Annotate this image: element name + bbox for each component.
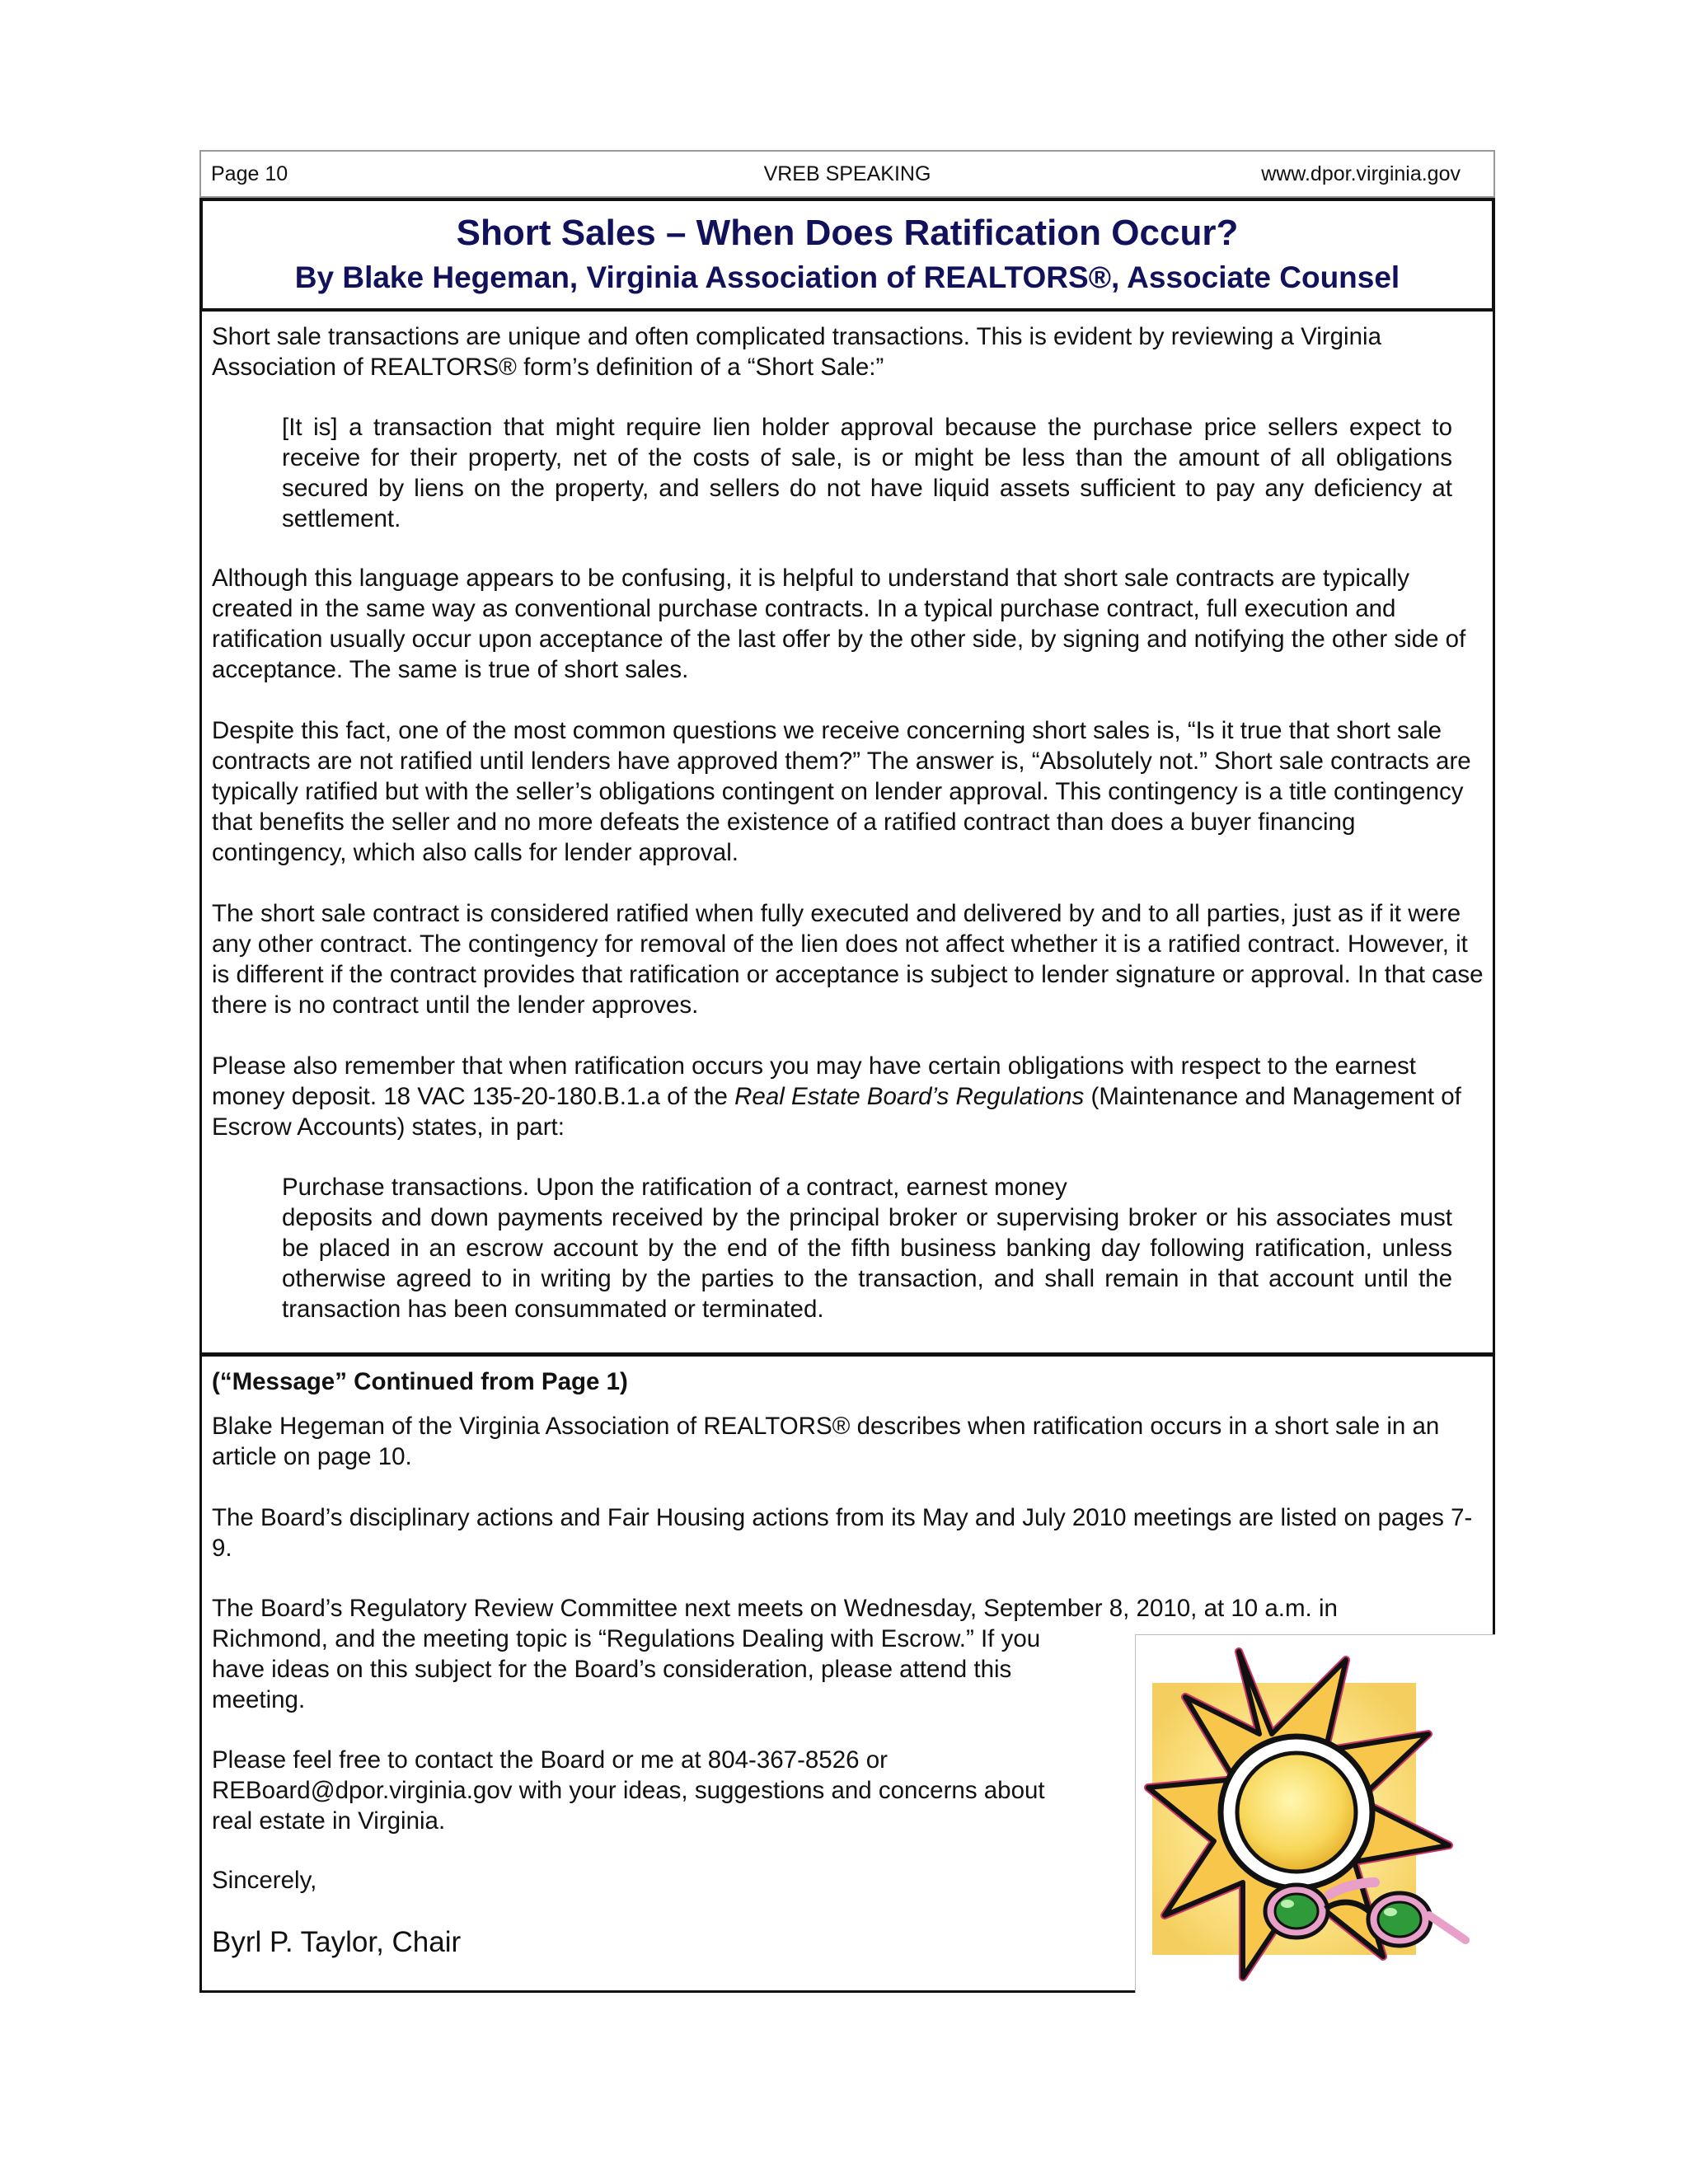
article-paragraph-3: Despite this fact, one of the most common questions we receive concerning short sales is, “Is it true that short sale contracts are not ratified until lenders have approved them?” The answer is, “Absolutely not.” Short sale contracts are typically ratified but with the seller’s obligations contingent on lender approval. This contingency is a title contingency that benefits the seller and no more defeats the existence of a ratified contract than does a buyer financing contingency, which also calls for lender approval. [212,717,1471,866]
message-p4-line1: Please feel free to contact the Board or me at 804-367-8526 or [212,1746,888,1774]
closing: Sincerely, [212,1867,317,1894]
message-p4-line3: real estate in Virginia. [212,1807,446,1835]
message-p3-line2: Richmond, and the meeting topic is “Regulations Dealing with Escrow.” If you [212,1625,1041,1652]
sun-icon [1136,1635,1494,1992]
para5-text-b: (Maintenance and Management of Escrow Accounts) states, in part: [212,1083,1461,1141]
article-body [199,312,1495,1357]
article-paragraph-2: Although this language appears to be confusing, it is helpful to understand that short sale contracts are typically created in the same way as conventional purchase contracts. In a typical purchase contract, full execution and ratification usually occur upon acceptance of the last offer by the other side, by signing and notifying the other side of acceptance. The same is true of short sales. [212,565,1466,683]
page-number: Page 10 [211,162,288,185]
article-paragraph-1: Short sale transactions are unique and often complicated transactions. This is evident by reviewing a Virginia Association of REALTORS® form’s definition of a “Short Sale:” [212,323,1381,381]
para5-text-a: Please also remember that when ratification occurs you may have certain obligations with respect to the earnest money deposit. 18 VAC 135-20-180.B.1.a of the [212,1052,1416,1110]
article-title: Short Sales – When Does Ratification Occur? [456,213,1239,253]
sun-sunglasses-clipart [1135,1634,1495,1993]
article-title-box [199,198,1495,312]
message-heading: (“Message” Continued from Page 1) [212,1368,628,1395]
regulation-quote-line1: Purchase transactions. Upon the ratification of a contract, earnest money [282,1174,1067,1201]
article-paragraph-4: The short sale contract is considered ratified when fully executed and delivered by and to all parties, just as if it were any other contract. The contingency for removal of the lien does not affect whether it is a ratified contract. However, it is different if the contract provides that ratification or acceptance is subject to lender signature or approval. In that case there is no contract until the lender approves. [212,900,1484,1019]
signature: Byrl P. Taylor, Chair [212,1926,462,1958]
message-paragraph-1: Blake Hegeman of the Virginia Association of REALTORS® describes when ratification occurs in a short sale in an article on page 10. [212,1413,1440,1470]
message-paragraph-2: The Board’s disciplinary actions and Fair Housing actions from its May and July 2010 meetings are listed on pages 7-9. [212,1504,1473,1562]
message-p3-line3: have ideas on this subject for the Board’s consideration, please attend this [212,1656,1012,1683]
article-paragraph-5 [212,1051,1485,1142]
regulations-title: Real Estate Board’s Regulations [734,1083,1085,1110]
message-paragraph-4 [212,1745,1045,1836]
message-p4-line2: REBoard@dpor.virginia.gov with your ideas, suggestions and concerns about [212,1777,1045,1804]
regulation-quote-rest: deposits and down payments received by the principal broker or supervising broker or his associates must be placed in an escrow account by the end of the fifth business banking day following ratification, unless otherwise agreed to in writing by the parties to the transaction, and shall remain in that account until the transaction has been consummated or terminated. [282,1204,1452,1323]
newsletter-name: VREB SPEAKING [763,162,931,185]
article-byline: By Blake Hegeman, Virginia Association of REALTORS®, Associate Counsel [294,260,1400,294]
message-p3-line1: The Board’s Regulatory Review Committee next meets on Wednesday, September 8, 2010, at 10 a.m. in [212,1595,1338,1622]
definition-quote: [It is] a transaction that might require lien holder approval because the purchase price sellers expect to receive for their property, net of the costs of sale, is or might be less than the amount of all obligations secured by liens on the property, and sellers do not have liquid assets sufficient to pay any deficiency at settlement. [282,414,1452,532]
website-url: www.dpor.virginia.gov [1261,162,1461,185]
regulation-quote [282,1172,1452,1324]
message-p3-line4: meeting. [212,1686,306,1713]
page-header [199,150,1495,198]
